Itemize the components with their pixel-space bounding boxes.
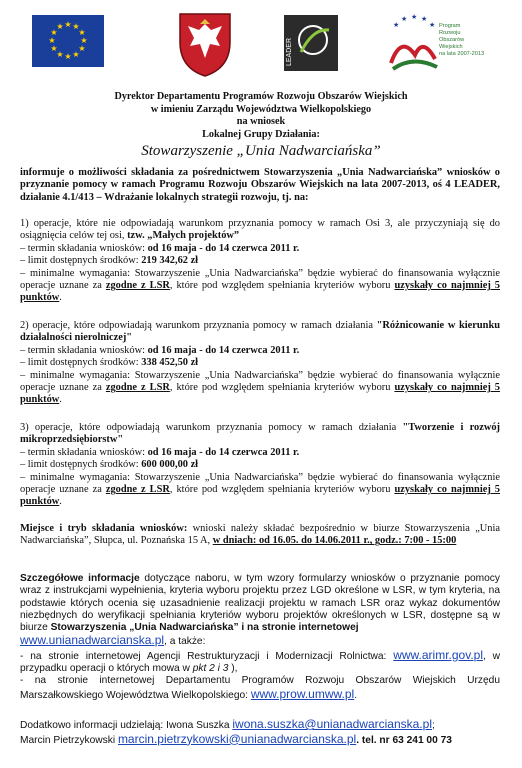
section-3-term: – termin składania wniosków: od 16 maja - do 14 czerwca 2011 r. <box>20 446 300 458</box>
svg-text:★: ★ <box>56 22 64 31</box>
leader-logo <box>283 14 339 72</box>
heading-line-1: Dyrektor Departamentu Programów Rozwoju Obszarów Wiejskich <box>114 91 408 102</box>
svg-text:★: ★ <box>78 28 86 37</box>
eu-flag-logo <box>32 15 104 67</box>
contact-phone: . tel. nr 63 241 00 73 <box>356 734 452 746</box>
organization-name: Stowarzyszenie „Unia Nadwarciańska” <box>141 143 381 159</box>
heading-line-3: na wniosek <box>236 116 286 127</box>
svg-text:★: ★ <box>72 22 80 31</box>
svg-text:★: ★ <box>56 50 64 59</box>
svg-text:★: ★ <box>393 21 400 29</box>
wielkopolska-coat-of-arms-logo <box>178 12 232 78</box>
email-iwona-suszka[interactable]: iwona.suszka@unianadwarcianska.pl <box>232 717 432 731</box>
heading-line-2: w imieniu Zarządu Województwa Wielkopolskiego <box>150 103 372 115</box>
heading-line-4: Lokalnej Grupy Działania: <box>202 128 320 140</box>
svg-text:LEADER: LEADER <box>286 37 293 66</box>
svg-text:★: ★ <box>48 36 56 45</box>
link-arimr[interactable]: www.arimr.gov.pl <box>393 647 483 662</box>
intro-paragraph: informuje o możliwości składania za pośrednictwem Stowarzyszenia „Unia Nadwarciańska” wniosków o przyznanie pomocy w ramach Programu Rozwoju Obszarów Wiejskich na lata 2007-2013, oś 4 LEADER, działanie 4.1/413 – Wdrażanie lokalnych strategii rozwoju, tj. na: <box>20 167 500 203</box>
section-3-requirements: – minimalne wymagania: Stowarzyszenie „Unia Nadwarciańska” będzie wybierać do finansowania wyłącznie operacje uznane za zgodne z LSR, które pod względem spełniania kryteriów wyboru uzyskały co najmniej 5 punktów. <box>20 471 500 508</box>
section-2-term: – termin składania wniosków: od 16 maja - do 14 czerwca 2011 r. <box>20 344 300 356</box>
section-1-limit: – limit dostępnych środków: 219 342,62 zł <box>20 255 199 267</box>
logo-bar <box>0 10 522 82</box>
section-2-limit: – limit dostępnych środków: 338 452,50 zł <box>20 357 199 369</box>
prow-logo <box>387 13 507 77</box>
section-2-title: 2) operacje, które odpowiadają warunkom przyznania pomocy w ramach działania "Różnicowanie w kierunku działalności nierolniczej" <box>20 320 500 344</box>
section-2-requirements: – minimalne wymagania: Stowarzyszenie „Unia Nadwarciańska” będzie wybierać do finansowania wyłącznie operacje uznane za zgodne z LSR, które pod względem spełniania kryteriów wyboru uzyskały co najmniej 5 punktów. <box>20 369 500 406</box>
email-marcin-pietrzykowski[interactable]: marcin.pietrzykowski@unianadwarcianska.pl <box>117 731 357 746</box>
prow-logo-text: Program Rozwoju Obszarów Wiejskich na lata 2007-2013 <box>439 23 485 57</box>
svg-text:★: ★ <box>401 15 408 23</box>
announcement-heading <box>0 91 522 160</box>
contact-paragraph: Dodatkowo informacji udzielają: Iwona Suszka iwona.suszka@unianadwarcianska.pl; Marcin Pietrzykowski marcin.pietrzykowski@unianadwarcianska.pl. tel. nr 63 241 00 73 <box>20 717 452 746</box>
link-prow-umww[interactable]: www.prow.umww.pl <box>250 686 355 701</box>
submission-place: Miejsce i tryb składania wniosków: wnioski należy składać bezpośrednio w biurze Stowarzyszenia „Unia Nadwarciańska”, Słupca, ul. Poznańska 15 A, w dniach: od 16.05. do 14.06.2011 r., godz.: 7:00 - 15:00 <box>20 523 500 547</box>
svg-text:★: ★ <box>50 28 58 37</box>
svg-text:★: ★ <box>50 44 58 53</box>
svg-text:★: ★ <box>64 20 72 29</box>
link-unianadwarcianska[interactable]: www.unianadwarcianska.pl <box>20 633 165 648</box>
svg-text:★: ★ <box>78 44 86 53</box>
svg-text:★: ★ <box>72 50 80 59</box>
svg-text:★: ★ <box>429 21 436 29</box>
section-3-title: 3) operacje, które odpowiadają warunkom przyznania pomocy w ramach działania "Tworzenie i rozwój mikroprzedsiębiorstw" <box>20 422 501 446</box>
svg-text:★: ★ <box>421 15 428 23</box>
section-1-requirements: – minimalne wymagania: Stowarzyszenie „Unia Nadwarciańska” będzie wybierać do finansowania wyłącznie operacje uznane za zgodne z LSR, które pod względem spełniania kryteriów wyboru uzyskały co najmniej 5 punktów. <box>20 267 500 304</box>
section-3-limit: – limit dostępnych środków: 600 000,00 zł <box>20 459 199 471</box>
svg-text:★: ★ <box>64 52 72 61</box>
svg-text:★: ★ <box>411 13 418 21</box>
svg-text:★: ★ <box>80 36 88 45</box>
section-2 <box>20 320 500 407</box>
section-3 <box>20 422 500 509</box>
section-1 <box>20 218 500 305</box>
section-1-title: 1) operacje, które nie odpowiadają warunkom przyznania pomocy w ramach Osi 3, ale przyczyniają się do osiągnięcia celów tej osi, tzw. „Małych projektów” <box>20 218 500 242</box>
details-paragraph: Szczegółowe informacje dotyczące naboru, w tym wzory formularzy wniosków o przyznanie pomocy wraz z instrukcjami wypełnienia, kryteria wyboru projektu przez LGD określone w LSR, w tym kryteria, na podstawie których ocenia się uzasadnienie realizacji projektu w ramach LSR oraz wykaz dokumentów niezbędnych do weryfikacji spełniania kryteriów wyboru projektów określonych w LSR, dostępne są w biurze Stowarzyszenia „Unia Nadwarciańska” i na stronie internetowej www.unianadwarcianska.pl, a także: - na stronie internetowej Agencji Restrukturyzacji i Modernizacji Rolnictwa: www.arimr.gov.pl, w przypadku operacji o których mowa w pkt 2 i 3 ), - na stronie internetowej Departamentu Programów Rozwoju Obszarów Wiejskich Urzędu Marszałkowskiego Województwa Wielkopolskiego: www.prow.umww.pl. <box>20 573 500 701</box>
section-1-term: – termin składania wniosków: od 16 maja - do 14 czerwca 2011 r. <box>20 242 300 254</box>
